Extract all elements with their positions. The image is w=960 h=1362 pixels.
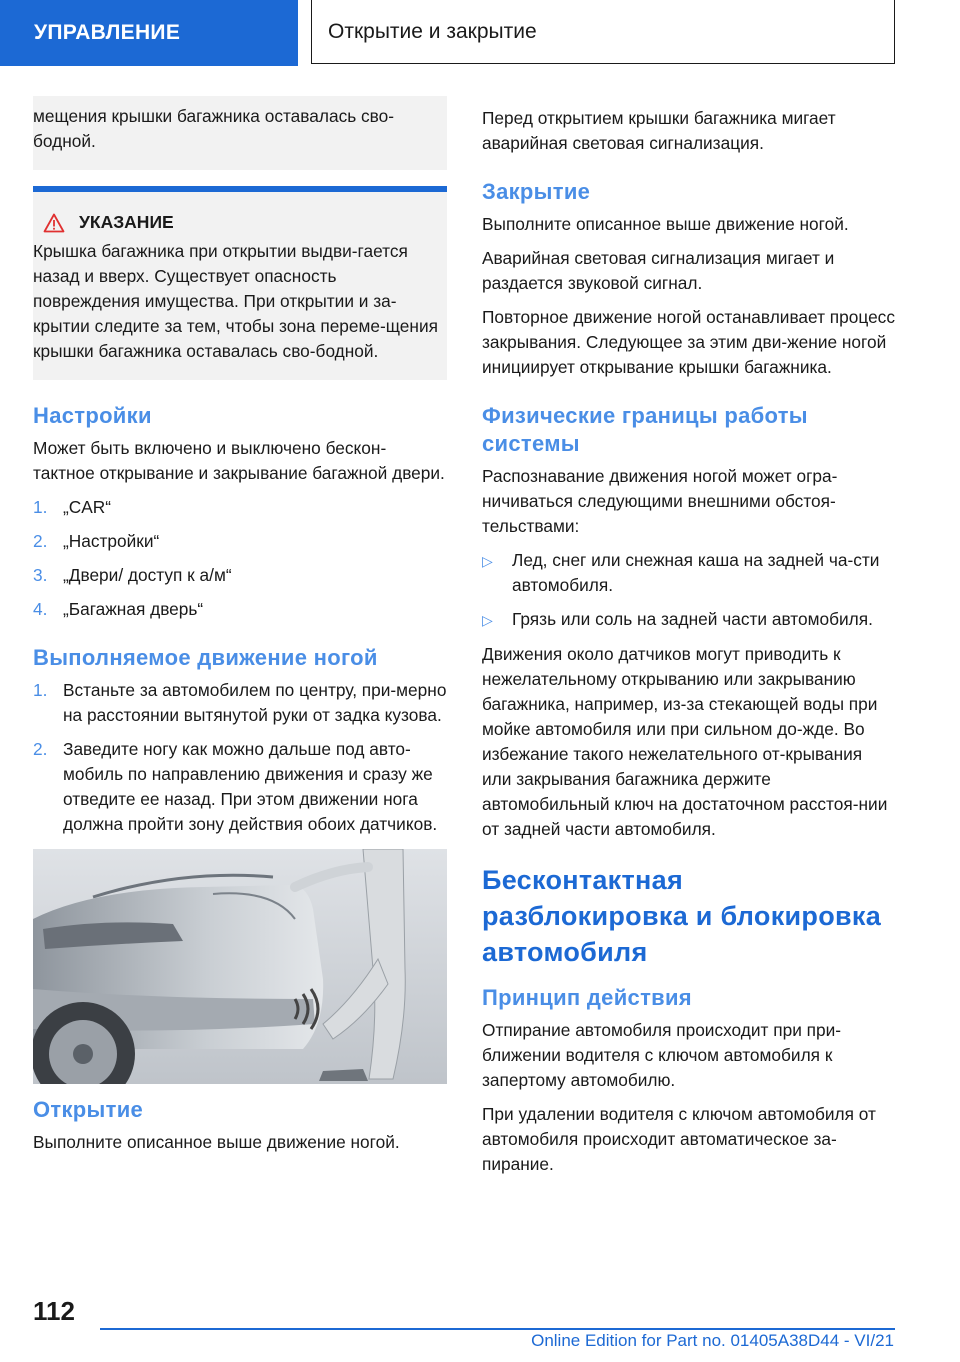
list-item: [482, 607, 896, 633]
opening-heading: Открытие: [33, 1097, 144, 1122]
warning-triangle-icon: [43, 213, 65, 233]
list-item: [33, 678, 447, 728]
step-number: 2.: [33, 531, 48, 551]
closing-text-2: Аварийная световая сигнализация мигает и раздается звуковой сигнал.: [482, 248, 835, 293]
limits-list: [482, 548, 896, 633]
settings-heading: Настройки: [33, 403, 152, 428]
bullet-text: Лед, снег или снежная каша на задней ча-сти автомобиля.: [512, 550, 880, 595]
triangle-bullet-icon: ▷: [482, 612, 493, 628]
step-number: 3.: [33, 565, 48, 585]
closing-heading: Закрытие: [482, 179, 591, 204]
kick-sensor-illustration: [33, 849, 447, 1084]
foot-motion-heading: Выполняемое движение ногой: [33, 645, 378, 670]
right-column: [482, 106, 896, 1186]
step-text: „Двери/ доступ к а/м“: [63, 565, 232, 585]
keyless-text-2: При удалении водителя с ключом автомобиля от автомобиля происходит автоматическое за-пирание.: [482, 1104, 876, 1174]
step-number: 1.: [33, 497, 48, 517]
step-number: 1.: [33, 680, 48, 700]
section-tab: УПРАВЛЕНИЕ: [0, 0, 298, 66]
step-text: Заведите ногу как можно дальше под авто-мобиль по направлению движения и сразу же отведите ее назад. При этом движении нога должна пройти зону действия обоих датчиков.: [63, 739, 438, 834]
warning-box: [33, 186, 447, 380]
warning-text: Крышка багажника при открытии выдви-гается назад и вверх. Существует опасность повреждения имущества. При открытии и за-крытии следите за тем, чтобы зона переме-щения крышки багажника оставалась сво-бодной.: [33, 241, 438, 361]
chapter-title: Открытие и закрытие: [311, 0, 895, 64]
warning-title: УКАЗАНИЕ: [79, 212, 174, 232]
limits-text: Распознавание движения ногой может огра-ничиваться следующими внешними обстоя-тельствами:: [482, 466, 838, 536]
step-text: Встаньте за автомобилем по центру, при-мерно на расстоянии вытянутой руки от задка кузова.: [63, 680, 447, 725]
list-item: [33, 597, 447, 622]
keyless-heading: Бесконтактная разблокировка и блокировка автомобиля: [482, 865, 882, 967]
step-number: 4.: [33, 599, 48, 619]
warning-header: [33, 210, 447, 235]
keyless-subheading: Принцип действия: [482, 985, 692, 1010]
triangle-bullet-icon: ▷: [482, 553, 493, 569]
step-number: 2.: [33, 739, 48, 759]
list-item: [482, 548, 896, 598]
keyless-text-1: Отпирание автомобиля происходит при при-ближении водителя с ключом автомобиля к запертому автомобилю.: [482, 1020, 842, 1090]
left-column: [33, 96, 447, 1164]
opening-text: Выполните описанное выше движение ногой.: [33, 1132, 400, 1152]
footer-edition: Online Edition for Part no. 01405A38D44 - VI/21: [531, 1331, 894, 1350]
bullet-text: Грязь или соль на задней части автомобиля.: [512, 609, 873, 629]
closing-text-1: Выполните описанное выше движение ногой.: [482, 214, 849, 234]
page-number: 112: [33, 1296, 75, 1326]
list-item: [33, 563, 447, 588]
opening-intro-text: Перед открытием крышки багажника мигает аварийная световая сигнализация.: [482, 108, 836, 153]
settings-text: Может быть включено и выключено бескон-тактное открывание и закрывание багажной двери.: [33, 438, 445, 483]
limits-text-2: Движения около датчиков могут приводить к нежелательному открыванию или закрыванию багажника, например, из-за стекающей воды при мойке автомобиля или при сильном до-жде. Во избежание такого нежелательного от-крывания или закрывания багажника держите автомобильный ключ на достаточном расстоя-нии от задней части автомобиля.: [482, 644, 888, 839]
list-item: [33, 529, 447, 554]
closing-text-3: Повторное движение ногой останавливает процесс закрывания. Следующее за этим дви-жение ногой инициирует открывание крышки багажника.: [482, 307, 895, 377]
list-item: [33, 737, 447, 837]
note-continuation-box: [33, 96, 447, 170]
step-text: „Настройки“: [63, 531, 160, 551]
limits-heading: Физические границы работы системы: [482, 403, 808, 456]
step-text: „Багажная дверь“: [63, 599, 204, 619]
footer-divider: [100, 1328, 895, 1330]
foot-motion-steps: [33, 678, 447, 837]
list-item: [33, 495, 447, 520]
step-text: „CAR“: [63, 497, 111, 517]
note-continuation-text: мещения крышки багажника оставалась сво-бодной.: [33, 106, 395, 151]
settings-steps: [33, 495, 447, 622]
